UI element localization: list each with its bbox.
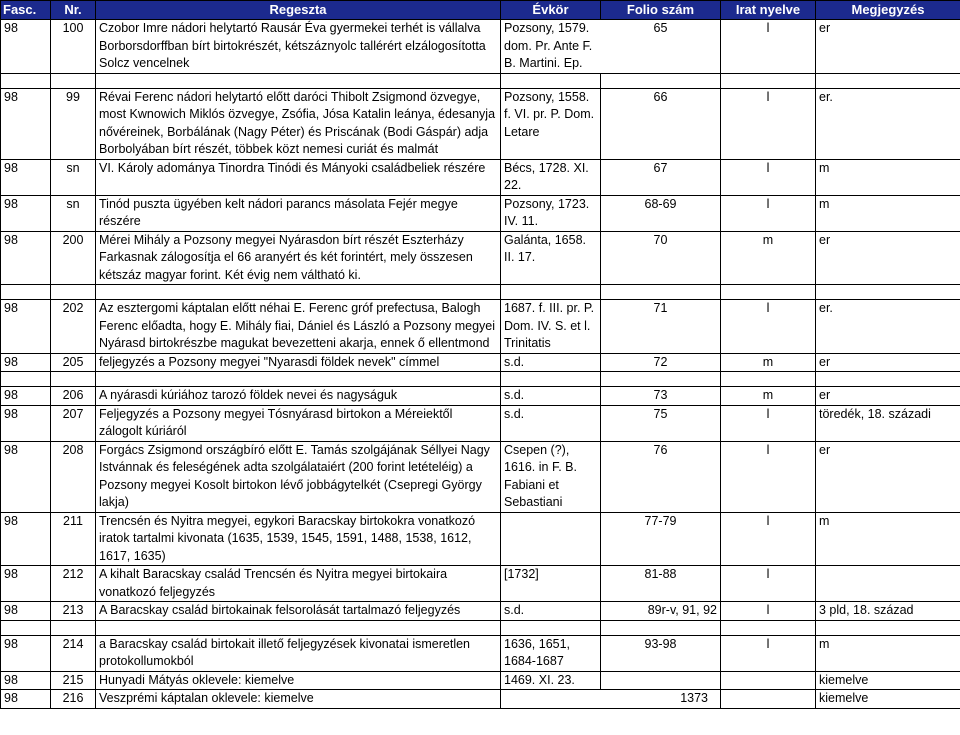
cell-evkor: 1469. XI. 23. [501,671,601,690]
cell-evkor [501,20,721,74]
cell-fasc: 98 [1,353,51,372]
cell-nr: 212 [51,566,96,602]
cell-megj: er [816,353,960,372]
table-row [1,405,960,441]
cell-nr: 202 [51,300,96,354]
cell-nyelv: l [721,20,816,74]
cell-nr: 99 [51,88,96,159]
cell-fasc: 98 [1,635,51,671]
cell-nr: 205 [51,353,96,372]
cell-folio: 72 [601,353,721,372]
cell-fasc: 98 [1,231,51,285]
cell-megj: m [816,195,960,231]
cell-evkor: Csepen (?), 1616. in F. B. Fabiani et Sebastiani [501,441,601,512]
cell-nyelv: m [721,231,816,285]
cell-evkor: Galánta, 1658. II. 17. [501,231,601,285]
cell-evkor: s.d. [501,405,601,441]
header-evkor: Évkör [501,1,601,20]
cell-evkor: [1732] [501,566,601,602]
cell-nyelv: l [721,512,816,566]
cell-regeszta: Az esztergomi káptalan előtt néhai E. Ferenc gróf prefectusa, Balogh Ferenc előadta, hogy E. Mihály fiai, Dániel és László a Pozsony megyei Nyárasd birtokrészbe magukat bevezetteni akarja, ennek ő ellentmond [96,300,501,354]
cell-folio: 76 [601,441,721,512]
table-row [1,353,960,372]
cell-evkor: 1636, 1651, 1684-1687 [501,635,601,671]
table-row [1,566,960,602]
cell-nyelv: l [721,635,816,671]
cell-nr: 100 [51,20,96,74]
cell-folio: 71 [601,300,721,354]
cell-nr: 216 [51,690,96,709]
cell-folio: 93-98 [601,635,721,671]
cell-evkor [501,512,601,566]
table-row [1,635,960,671]
cell-regeszta: Révai Ferenc nádori helytartó előtt daróci Thibolt Zsigmond özvegye, most Kwnowich Miklós özvegye, Zsófia, Jósa Katalin leánya, édesanyja nővéreinek, Borbálának (Nagy Péter) és Priscának (Bodi Gáspár) adja Borbolyában bírt részét, többek közt nemesi curiát és malmát [96,88,501,159]
cell-evkor: s.d. [501,387,601,406]
cell-megj: er. [816,88,960,159]
header-nyelv: Irat nyelve [721,1,816,20]
cell-folio [601,671,721,690]
cell-regeszta: Mérei Mihály a Pozsony megyei Nyárasdon bírt részét Eszterházy Farkasnak zálogosítja el 66 aranyért és két forintért, mely összesen kétszáz magyar forint. Két évig nem váltható ki. [96,231,501,285]
cell-fasc: 98 [1,195,51,231]
cell-regeszta: Trencsén és Nyitra megyei, egykori Baracskay birtokokra vonatkozó iratok tartalmi kivonata (1635, 1539, 1545, 1591, 1488, 1538, 1612, 1617, 1635) [96,512,501,566]
cell-evkor: s.d. [501,602,601,621]
cell-regeszta: Tinód puszta ügyében kelt nádori parancs másolata Fejér megye részére [96,195,501,231]
cell-evkor: 1373 [501,690,721,709]
cell-megj: er [816,387,960,406]
table-row [1,441,960,512]
table-row [1,512,960,566]
cell-fasc: 98 [1,405,51,441]
cell-megj: kiemelve [816,690,960,709]
cell-fasc: 98 [1,20,51,74]
cell-evkor: Pozsony, 1723. IV. 11. [501,195,601,231]
cell-regeszta: A nyárasdi kúriához tarozó földek nevei és nagyságuk [96,387,501,406]
cell-megj: m [816,159,960,195]
evkor-text: Pozsony, 1579. dom. Pr. Ante F. B. Martini. Ep. [504,21,593,70]
cell-megj [816,566,960,602]
cell-regeszta: A Baracskay család birtokainak felsorolását tartalmazó feljegyzés [96,602,501,621]
folio-text: 65 [653,21,668,35]
cell-megj: er [816,20,960,74]
table-row [1,159,960,195]
cell-nr: 200 [51,231,96,285]
cell-regeszta: a Baracskay család birtokait illető feljegyzések kivonatai ismeretlen protokollumokból [96,635,501,671]
header-folio: Folio szám [601,1,721,20]
cell-folio: 77-79 [601,512,721,566]
cell-folio: 70 [601,231,721,285]
cell-nr: 206 [51,387,96,406]
header-nr: Nr. [51,1,96,20]
cell-fasc: 98 [1,159,51,195]
cell-folio: 81-88 [601,566,721,602]
cell-nyelv: l [721,405,816,441]
cell-megj: 3 pld, 18. század [816,602,960,621]
cell-megj: m [816,512,960,566]
cell-megj: m [816,635,960,671]
cell-nr: 208 [51,441,96,512]
cell-evkor: Bécs, 1728. XI. 22. [501,159,601,195]
cell-nyelv: l [721,159,816,195]
cell-fasc: 98 [1,387,51,406]
cell-fasc: 98 [1,566,51,602]
cell-fasc: 98 [1,300,51,354]
table-row [1,231,960,285]
table-row [1,195,960,231]
cell-megj: töredék, 18. századi [816,405,960,441]
cell-nr: sn [51,195,96,231]
table-row [1,387,960,406]
cell-nr: 213 [51,602,96,621]
header-fasc: Fasc. [1,1,51,20]
cell-nyelv: l [721,566,816,602]
cell-folio: 66 [601,88,721,159]
cell-folio: 67 [601,159,721,195]
cell-megj: er. [816,300,960,354]
table-row [1,88,960,159]
cell-nyelv: l [721,195,816,231]
header-megjegyzes: Megjegyzés [816,1,960,20]
table-row [1,300,960,354]
cell-fasc: 98 [1,602,51,621]
table-row [1,671,960,690]
cell-regeszta: Czobor Imre nádori helytartó Rausár Éva gyermekei terhét is vállalva Borborsdorffban bírt birtokrészét, kétszáznyolc tallérért elzálogosította Solcz vencelnek [96,20,501,74]
table-row [1,602,960,621]
cell-folio: 68-69 [601,195,721,231]
cell-nyelv: l [721,602,816,621]
cell-fasc: 98 [1,441,51,512]
header-row [1,1,960,20]
cell-fasc: 98 [1,88,51,159]
cell-regeszta: Hunyadi Mátyás oklevele: kiemelve [96,671,501,690]
cell-regeszta: VI. Károly adománya Tinordra Tinódi és Mányoki családbeliek részére [96,159,501,195]
cell-nyelv: l [721,300,816,354]
cell-fasc: 98 [1,690,51,709]
table-row [1,690,960,709]
cell-evkor: 1687. f. III. pr. P. Dom. IV. S. et l. Trinitatis [501,300,601,354]
cell-megj: kiemelve [816,671,960,690]
cell-nr: 215 [51,671,96,690]
cell-nr: 211 [51,512,96,566]
cell-evkor: Pozsony, 1558. f. VI. pr. P. Dom. Letare [501,88,601,159]
cell-nyelv [721,690,816,709]
cell-nyelv: l [721,441,816,512]
cell-regeszta: Feljegyzés a Pozsony megyei Tósnyárasd birtokon a Méreiektől zálogolt kúriáról [96,405,501,441]
cell-fasc: 98 [1,671,51,690]
cell-megj: er [816,441,960,512]
cell-folio: 73 [601,387,721,406]
cell-regeszta: A kihalt Baracskay család Trencsén és Nyitra megyei birtokaira vonatkozó feljegyzés [96,566,501,602]
cell-evkor: s.d. [501,353,601,372]
cell-nr: 214 [51,635,96,671]
cell-nyelv: l [721,88,816,159]
cell-nr: 207 [51,405,96,441]
cell-nyelv: m [721,387,816,406]
cell-nr: sn [51,159,96,195]
cell-fasc: 98 [1,512,51,566]
cell-nyelv: m [721,353,816,372]
cell-megj: er [816,231,960,285]
cell-regeszta: Veszprémi káptalan oklevele: kiemelve [96,690,501,709]
cell-regeszta: feljegyzés a Pozsony megyei "Nyarasdi földek nevek" címmel [96,353,501,372]
header-regeszta: Regeszta [96,1,501,20]
table-row [1,20,960,74]
cell-nyelv [721,671,816,690]
cell-regeszta: Forgács Zsigmond országbíró előtt E. Tamás szolgájának Séllyei Nagy Istvánnak és feleségének adta szolgálataiért (200 forint letételéig) a Pozsony megyei Kosolt birtokon lévő jobbágytelkét (Csepregi György lakja) [96,441,501,512]
cell-folio: 75 [601,405,721,441]
cell-folio: 89r-v, 91, 92 [601,602,721,621]
